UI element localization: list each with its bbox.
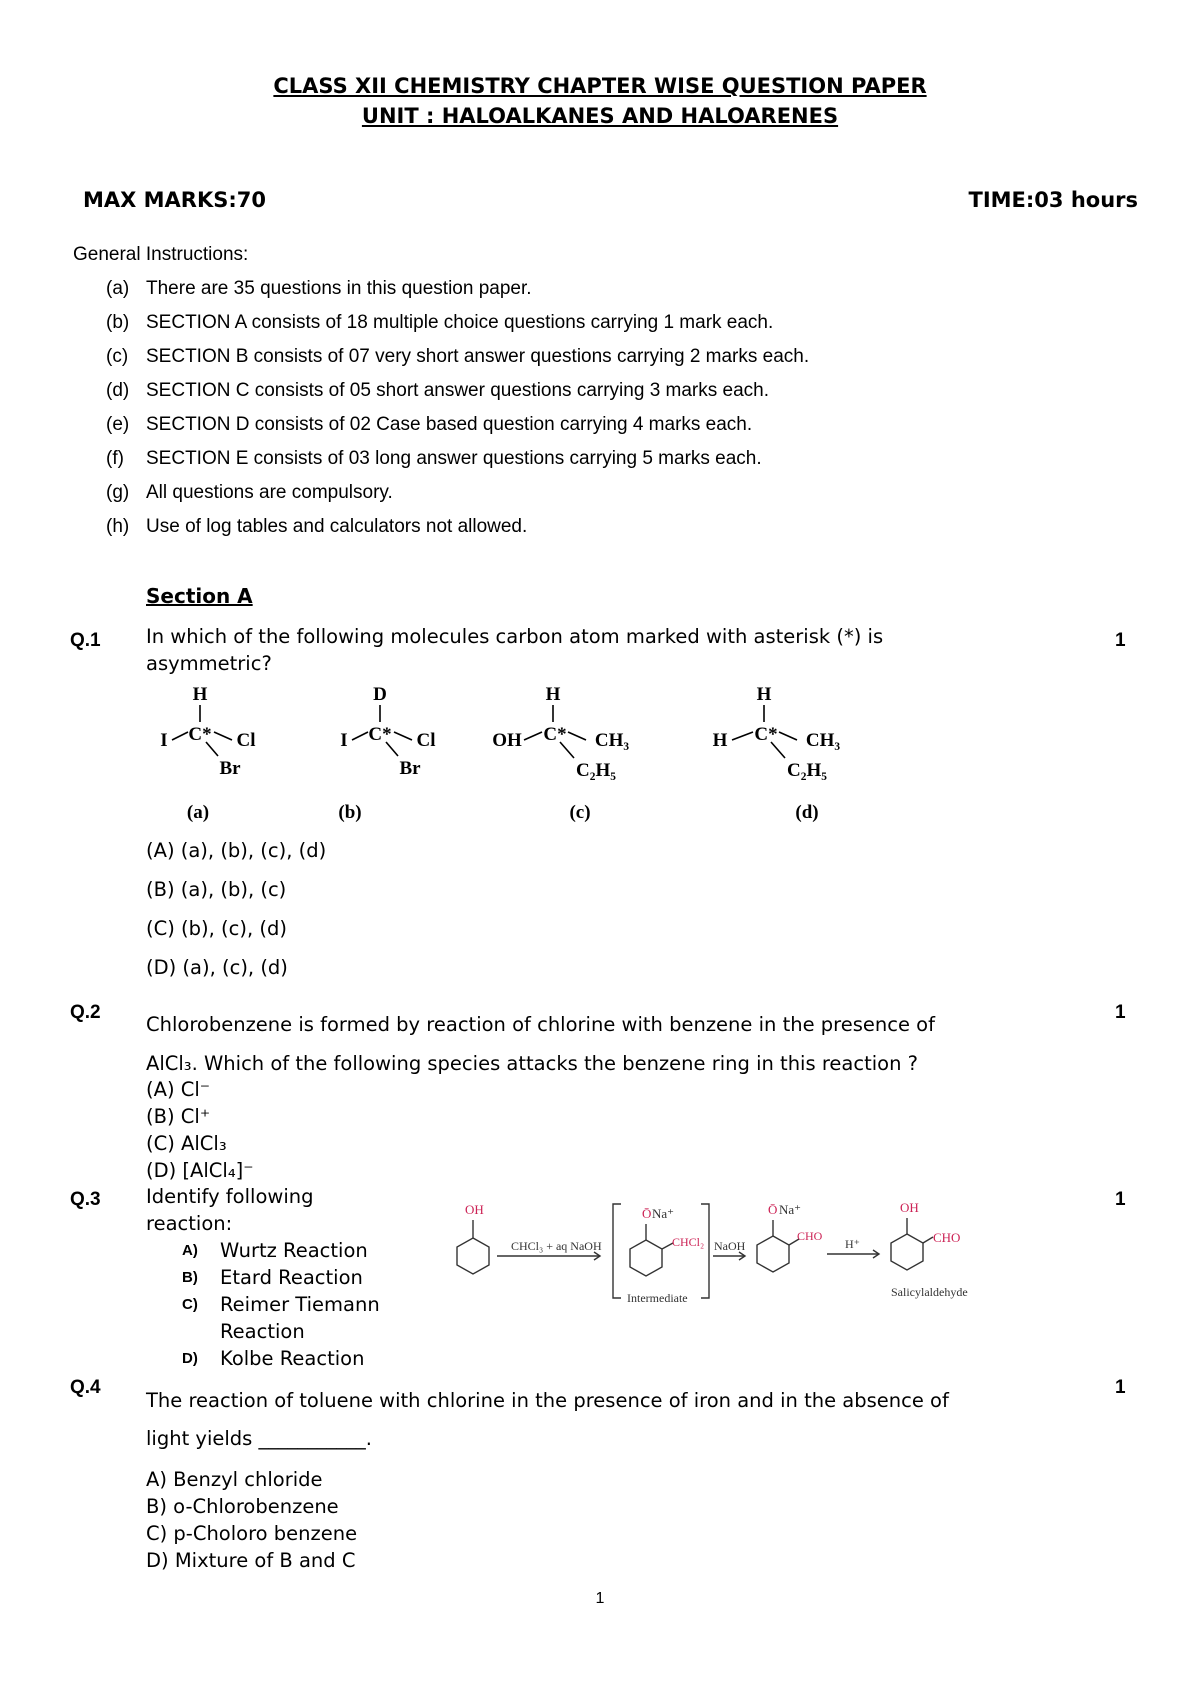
instruction-label: (c) [106, 346, 129, 367]
instruction-item: SECTION B consists of 07 very short answer questions carrying 2 marks each. [146, 346, 810, 367]
unit-title: UNIT : HALOALKANES AND HALOARENES [361, 104, 839, 128]
mol-d-center: C* [754, 724, 778, 745]
instruction-label: (f) [106, 448, 124, 469]
scheme-cho2: CHO [933, 1230, 961, 1245]
instruction-item: Use of log tables and calculators not allowed. [146, 516, 528, 537]
instruction-label: (d) [106, 380, 130, 401]
salicylaldehyde-ring-icon [891, 1234, 923, 1270]
q1-marks: 1 [1115, 630, 1126, 651]
max-marks: MAX MARKS:70 [83, 188, 266, 212]
molecule-d [713, 684, 841, 823]
q4-number: Q.4 [70, 1377, 101, 1398]
instruction-item: SECTION E consists of 03 long answer questions carrying 5 marks each. [146, 448, 762, 469]
mol-a-top: H [192, 684, 208, 705]
instruction-label: (g) [106, 482, 130, 503]
page-number: 1 [595, 1590, 605, 1607]
q1-text-line2: asymmetric? [146, 652, 272, 675]
instruction-item: SECTION D consists of 02 Case based question carrying 4 marks each. [146, 414, 753, 435]
mol-a-bottom: Br [219, 758, 241, 779]
instructions-heading: General Instructions: [73, 244, 249, 265]
scheme-na2: Na⁺ [779, 1202, 802, 1217]
reimer-tiemann-scheme [445, 1196, 1005, 1308]
q3-text-line2: reaction: [146, 1212, 233, 1235]
scheme-na1: Na⁺ [652, 1206, 675, 1221]
q1-option: (A) (a), (b), (c), (d) [146, 839, 327, 862]
scheme-reagent2: NaOH [714, 1239, 746, 1253]
mol-c-right: CH₃ [594, 730, 630, 751]
q1-molecules-figure [150, 678, 850, 828]
instruction-item: SECTION A consists of 18 multiple choice questions carrying 1 mark each. [146, 312, 774, 333]
q2-number: Q.2 [70, 1002, 101, 1023]
mol-c-top: H [545, 684, 561, 705]
q3-option: Reimer Tiemann [220, 1293, 380, 1316]
scheme-product-label: Salicylaldehyde [891, 1285, 968, 1299]
instruction-label: (a) [106, 278, 130, 299]
q4-text-line1: The reaction of toluene with chlorine in the presence of iron and in the absence of [146, 1389, 949, 1412]
mol-d-left: H [712, 730, 728, 751]
mol-b-top: D [373, 684, 387, 705]
time-allowed: TIME:03 hours [968, 188, 1138, 212]
instruction-item: All questions are compulsory. [146, 482, 393, 503]
q4-marks: 1 [1115, 1377, 1126, 1398]
bond-lines [172, 705, 797, 758]
q1-option: (B) (a), (b), (c) [146, 878, 287, 901]
mol-c-left: OH [492, 730, 522, 751]
scheme-intermediate-label: Intermediate [627, 1291, 688, 1305]
mol-b-caption: (b) [338, 802, 362, 823]
q4-option: B) o-Chlorobenzene [146, 1495, 339, 1518]
scheme-chcl2: CHCl₂ [672, 1235, 705, 1249]
q3-option: Reaction [220, 1320, 305, 1343]
instruction-item: SECTION C consists of 05 short answer questions carrying 3 marks each. [146, 380, 770, 401]
scheme-reagent3: H⁺ [845, 1237, 860, 1251]
q2-marks: 1 [1115, 1002, 1126, 1023]
q3-option: Wurtz Reaction [220, 1239, 368, 1262]
molecule-b [338, 684, 435, 823]
instruction-label: (h) [106, 516, 130, 537]
paper-title: CLASS XII CHEMISTRY CHAPTER WISE QUESTION PAPER [273, 74, 927, 98]
q4-option: C) p-Choloro benzene [146, 1522, 358, 1545]
mol-a-caption: (a) [186, 802, 210, 823]
instruction-item: There are 35 questions in this question paper. [146, 278, 532, 299]
mol-b-right: Cl [416, 730, 436, 751]
q1-text-line1: In which of the following molecules carbon atom marked with asterisk (*) is [146, 625, 884, 648]
mol-b-bottom: Br [399, 758, 421, 779]
mol-c-caption: (c) [569, 802, 591, 823]
q2-option: (D) [AlCl₄]⁻ [146, 1159, 254, 1182]
mol-c-center: C* [543, 724, 567, 745]
q2-option: (C) AlCl₃ [146, 1132, 227, 1155]
q2-option: (B) Cl⁺ [146, 1105, 211, 1128]
q3-marks: 1 [1115, 1189, 1126, 1210]
q3-option-letter: A) [182, 1242, 198, 1259]
mol-d-caption: (d) [795, 802, 819, 823]
q3-option: Etard Reaction [220, 1266, 363, 1289]
q4-option: A) Benzyl chloride [146, 1468, 323, 1491]
q2-text-line2: AlCl₃. Which of the following species attacks the benzene ring in this reaction ? [146, 1052, 918, 1075]
phenol-ring-icon [457, 1238, 489, 1274]
intermediate-ring-icon [630, 1240, 662, 1276]
q3-text-line1: Identify following [146, 1185, 314, 1208]
mol-a-left: I [160, 730, 168, 751]
q2-text-line1: Chlorobenzene is formed by reaction of chlorine with benzene in the presence of [146, 1013, 935, 1036]
phenoxide-ring-icon [757, 1236, 789, 1272]
q3-option-letter: D) [182, 1350, 198, 1367]
q3-option-letter: B) [182, 1269, 198, 1286]
q1-option: (C) (b), (c), (d) [146, 917, 287, 940]
q3-option: Kolbe Reaction [220, 1347, 365, 1370]
section-a-heading: Section A [146, 584, 253, 608]
mol-a-center: C* [188, 724, 212, 745]
q1-number: Q.1 [70, 630, 101, 651]
q4-option: D) Mixture of B and C [146, 1549, 356, 1572]
scheme-o-minus-2: Ō [768, 1202, 778, 1217]
instruction-label: (b) [106, 312, 130, 333]
mol-d-right: CH₃ [805, 730, 841, 751]
q3-option-letter: C) [182, 1296, 198, 1313]
instruction-label: (e) [106, 414, 130, 435]
molecule-c [492, 684, 629, 823]
scheme-oh1: OH [465, 1202, 484, 1217]
mol-a-right: Cl [236, 730, 256, 751]
scheme-o-minus-1: Ō [642, 1206, 652, 1221]
scheme-oh2: OH [900, 1200, 919, 1215]
mol-c-bottom: C₂H₅ [576, 760, 616, 781]
mol-d-top: H [756, 684, 772, 705]
q3-number: Q.3 [70, 1189, 101, 1210]
scheme-reagent1: CHCl₃ + aq NaOH [511, 1239, 602, 1253]
q4-text-line2: light yields ___________. [146, 1427, 372, 1450]
q2-option: (A) Cl⁻ [146, 1078, 211, 1101]
molecule-a [160, 684, 255, 823]
mol-b-center: C* [368, 724, 392, 745]
scheme-cho1: CHO [797, 1229, 823, 1243]
mol-b-left: I [340, 730, 348, 751]
mol-d-bottom: C₂H₅ [787, 760, 827, 781]
q1-option: (D) (a), (c), (d) [146, 956, 288, 979]
